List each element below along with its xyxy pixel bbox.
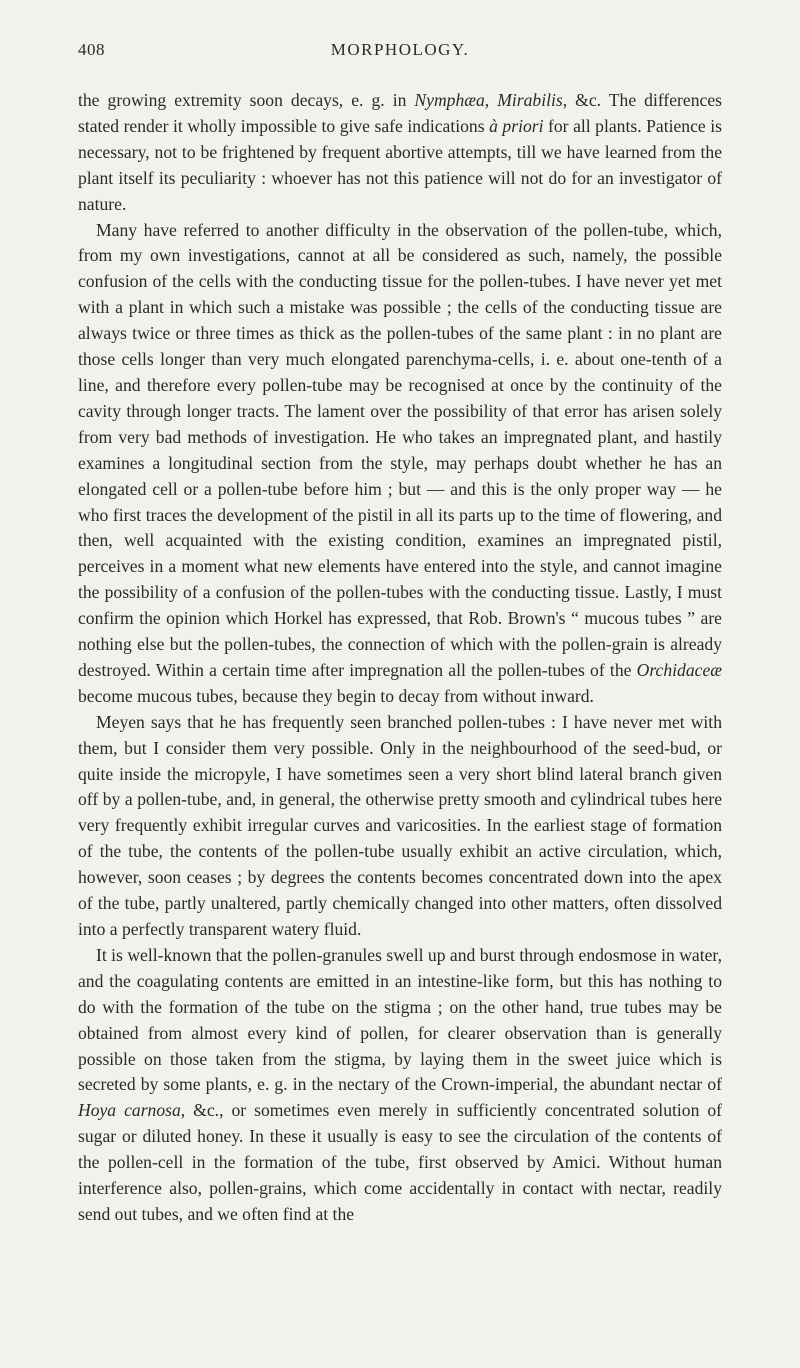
italic-text: Hoya carnosa	[78, 1100, 181, 1121]
italic-text: Nymphæa	[414, 90, 485, 110]
page-number: 408	[78, 40, 105, 59]
text-run: It is well-known that the pollen-granules swell up and burst through endosmose in water, and the coagulating contents are emitted in an intestine-like form, but this has nothing to do with the formation of the tube on the stigma ; on the other hand, true tubes may be obtained from almost every kind of pollen, for clearer observation than is generally possible on those taken from the stigma, by laying them in the sweet juice which is secreted by some plants, e. g. in the nectary of the Crown-imperial, the abundant nectar of	[78, 944, 722, 1095]
paragraph	[78, 710, 722, 943]
page-header	[78, 40, 722, 68]
text-run: , &c., or sometimes even merely in sufficiently concentrated solution of sugar or diluted honey. In these it usually is easy to see the circulation of the contents of the pollen-cell in the formation of the tube, first observed by Amici. Without human interference also, pollen-grains, which come accidentally in contact with nectar, readily send out tubes, and we often find at the	[78, 1100, 723, 1224]
italic-text: Orchidaceæ	[636, 659, 722, 680]
body-text	[78, 88, 722, 1228]
text-run: for all plants. Patience is necessary, not to be frightened by frequent abortive attempts, till we have learned from the plant itself its peculiarity : whoever has not this patience will not do for an investigator of nature.	[78, 115, 722, 214]
paragraph	[78, 943, 722, 1228]
running-head: MORPHOLOGY.	[330, 40, 470, 59]
text-run: become mucous tubes, because they begin to decay from without inward.	[78, 685, 594, 706]
text-run: the growing extremity soon decays, e. g. in	[78, 90, 415, 110]
italic-text: à priori	[489, 115, 544, 136]
paragraph	[78, 88, 722, 218]
text-run: , &c. The differences stated render it wholly impossible to give safe indications	[78, 90, 722, 136]
text-run: Meyen says that he has frequently seen branched pollen-tubes : I have never met with them, but I consider them very possible. Only in the neighbourhood of the seed-bud, or quite inside the micropyle, I have sometimes seen a very short blind lateral branch given off by a pollen-tube, and, in general, the otherwise pretty smooth and cylindrical tubes here very frequently exhibit irregular curves and varicosities. In the earliest stage of formation of the tube, the contents of the pollen-tube usually exhibit an active circulation, which, however, soon ceases ; by degrees the contents becomes concentrated down into the apex of the tube, partly unaltered, partly chemically changed into other matters, often dissolved into a perfectly transparent watery fluid.	[78, 711, 722, 939]
italic-text: Mirabilis	[497, 90, 563, 110]
text-run: ,	[484, 90, 498, 110]
paragraph	[78, 218, 722, 710]
text-run: Many have referred to another difficulty in the observation of the pollen-tube, which, from my own investigations, cannot at all be considered as such, namely, the possible confusion of the cells with the conducting tissue for the pollen-tubes. I have never yet met with a plant in which such a mistake was possible ; the cells of the conducting tissue are always twice or three times as thick as the pollen-tubes of the same plant : in no plant are those cells longer than very much elongated parenchyma-cells, i. e. about one-tenth of a line, and therefore every pollen-tube may be recognised at once by the continuity of the cavity through longer tracts. The lament over the possibility of that error has arisen solely from very bad methods of investigation. He who takes an impregnated plant, and hastily examines a longitudinal section from the style, may perhaps doubt whether he has an elongated cell or a pollen-tube before him ; but — and this is the only proper way — he who first traces the development of the pistil in all its parts up to the time of flowering, and then, well acquainted with the existing condition, examines an impregnated pistil, perceives in a moment what new elements have entered into the style, and cannot imagine the possibility of a confusion of the pollen-tubes with the conducting tissue. Lastly, I must confirm the opinion which Horkel has expressed, that Rob. Brown's “ mucous tubes ” are nothing else but the pollen-tubes, the connection of which with the pollen-grain is already destroyed. Within a certain time after impregnation all the pollen-tubes of the	[78, 219, 722, 680]
